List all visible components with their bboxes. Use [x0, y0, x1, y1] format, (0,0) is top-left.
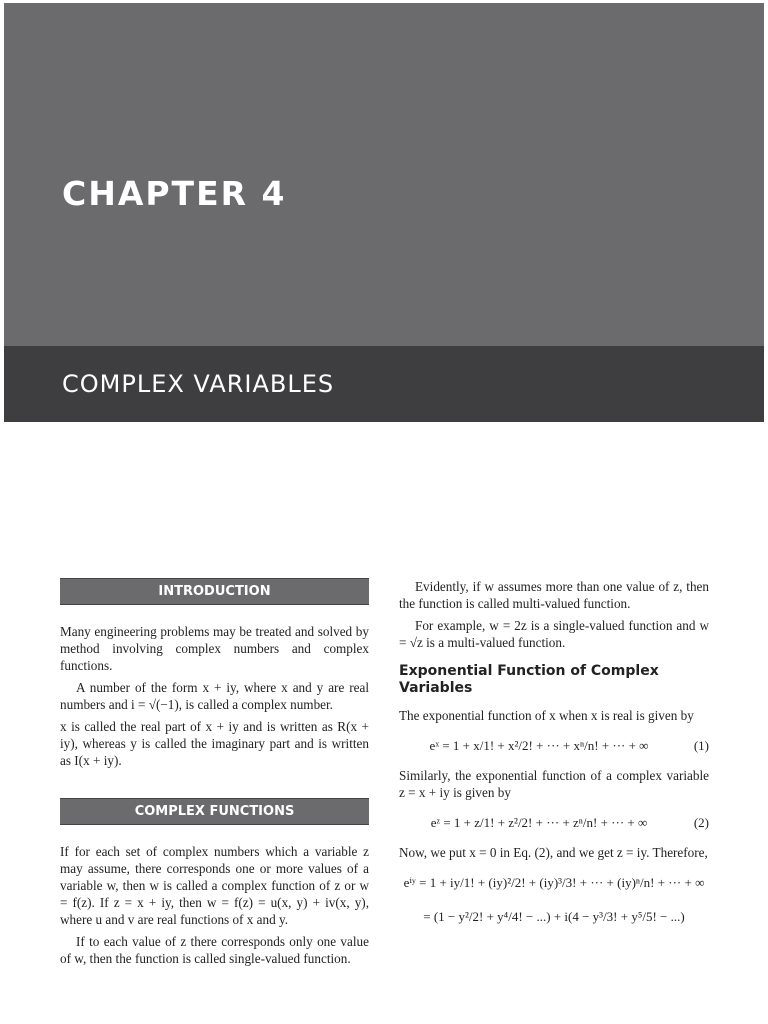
equation-1: [399, 729, 709, 763]
right-column: [399, 578, 709, 934]
equation-number: (1): [693, 738, 709, 753]
paragraph: If for each set of complex numbers which a variable z may assume, there corresponds one or more values of a variable w, then w is called a complex function of z or w = f(z). If z = x + iy, then w = f(z) = u(x, y) + iv(x, y), where u and v are real functions of x and y.: [60, 844, 369, 927]
chapter-title: COMPLEX VARIABLES: [62, 370, 335, 398]
paragraph: A number of the form x + iy, where x and y are real numbers and i = √(−1), is called a complex number.: [60, 680, 369, 712]
equation-3: [399, 866, 709, 896]
paragraph: If to each value of z there corresponds only one value of w, then the function is called single-valued function.: [60, 934, 369, 966]
equation-body: eⁱʸ = 1 + iy/1! + (iy)²/2! + (iy)³/3! + ··· + (iy)ⁿ/n! + ··· + ∞: [403, 875, 705, 890]
paragraph: Evidently, if w assumes more than one value of z, then the function is called multi-valued function.: [399, 579, 709, 611]
paragraph: Now, we put x = 0 in Eq. (2), and we get z = iy. Therefore,: [399, 845, 708, 860]
equation-4: [399, 900, 709, 930]
section-heading-introduction: INTRODUCTION: [60, 578, 369, 605]
paragraph: For example, w = 2z is a single-valued function and w = √z is a multi-valued function.: [399, 618, 709, 650]
equation-body: = (1 − y²/2! + y⁴/4! − ...) + i(4 − y³/3! + y⁵/5! − ...): [423, 909, 685, 924]
chapter-number: CHAPTER 4: [62, 174, 287, 213]
equation-body: eˣ = 1 + x/1! + x²/2! + ··· + xⁿ/n! + ··· + ∞: [429, 738, 649, 753]
equation-number: (2): [693, 815, 709, 830]
left-column: [60, 578, 369, 972]
equation-2: [399, 806, 709, 840]
subsection-heading: Exponential Function of Complex Variables: [399, 663, 659, 696]
section-heading-complex-functions: COMPLEX FUNCTIONS: [60, 798, 369, 825]
paragraph: Many engineering problems may be treated and solved by method involving complex numbers and complex functions.: [60, 624, 369, 673]
equation-body: eᶻ = 1 + z/1! + z²/2! + ··· + zⁿ/n! + ··· + ∞: [430, 815, 648, 830]
paragraph: The exponential function of x when x is real is given by: [399, 708, 694, 723]
paragraph: x is called the real part of x + iy and is written as R(x + iy), whereas y is called the imaginary part and is written as I(x + iy).: [60, 719, 369, 768]
paragraph: Similarly, the exponential function of a complex variable z = x + iy is given by: [399, 768, 709, 800]
